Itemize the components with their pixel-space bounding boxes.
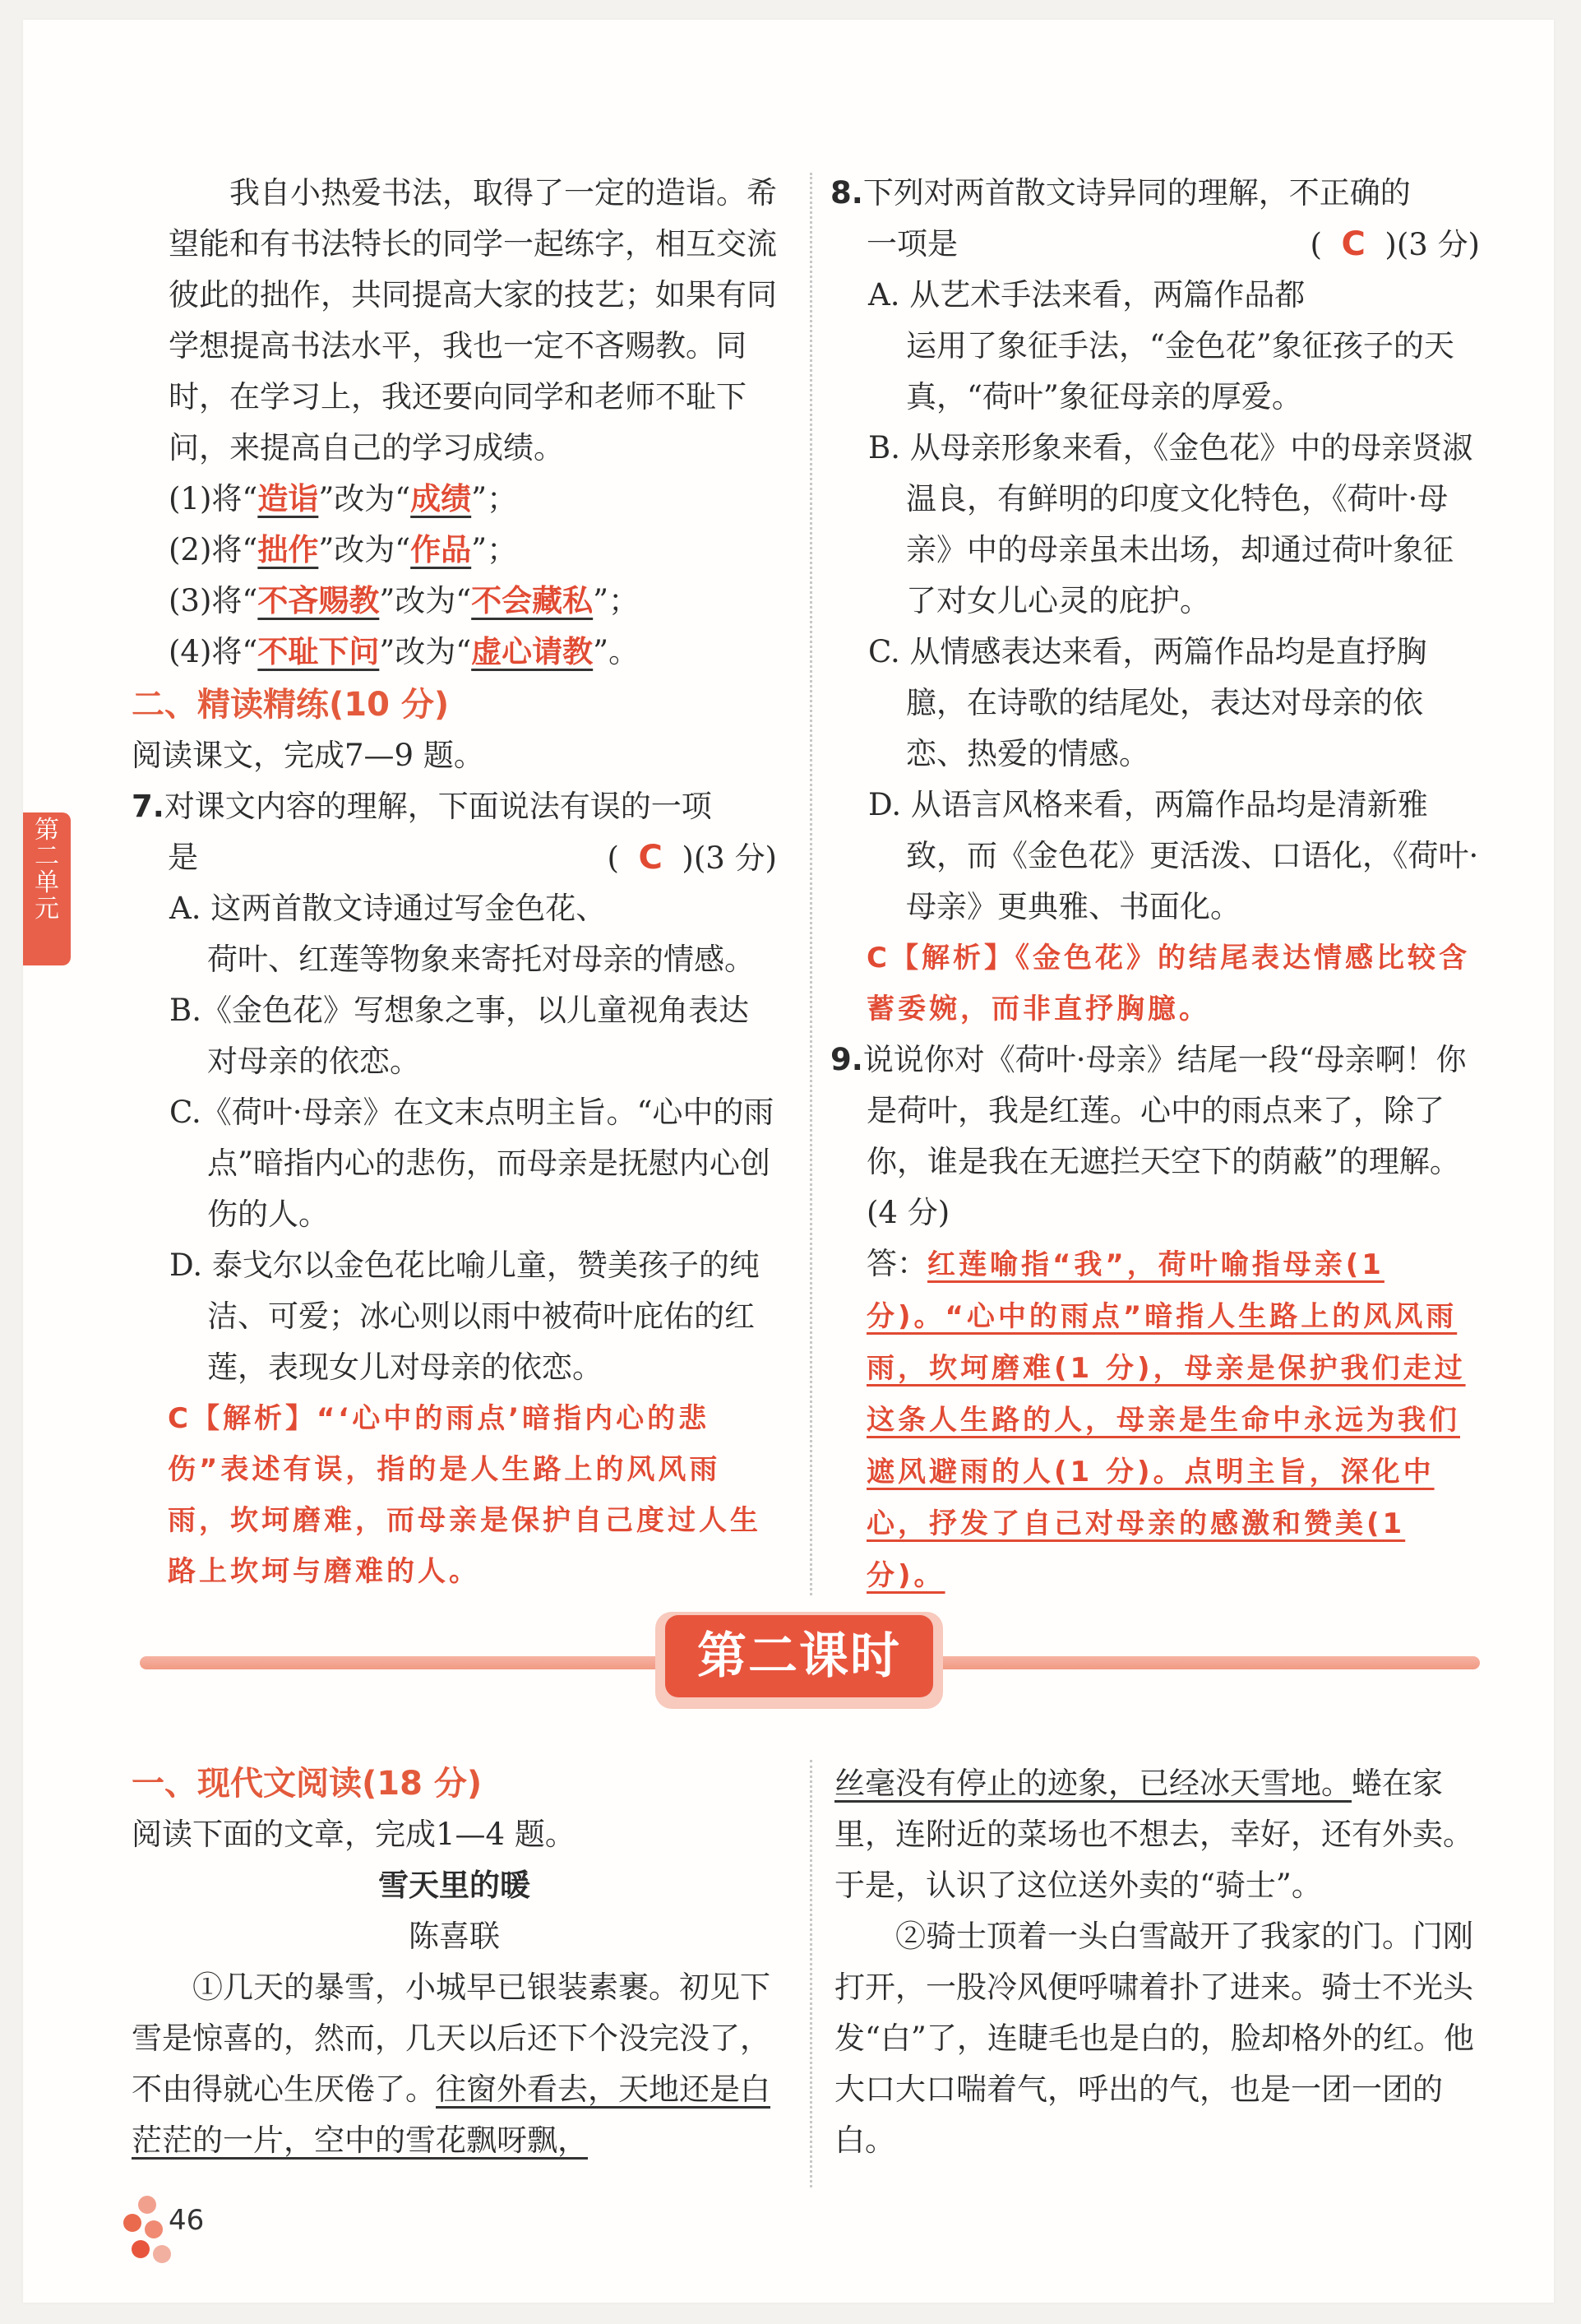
article-paragraph-2: ②骑士顶着一头白雪敲开了我家的门。门刚打开，一股冷风便呼啸着扑了进来。骑士不光头发“白”了，连睫毛也是白的，脸却格外的红。他大口大口喘着气，呼出的气，也是一团一团的白。 <box>834 1919 1474 2158</box>
right-top-column <box>830 168 1480 1601</box>
left-top-column <box>169 168 777 678</box>
q8-option: A. 从艺术手法来看，两篇作品都运用了象征手法，“金色花”象征孩子的天真，“荷叶”象征母亲的厚爱。 <box>868 277 1454 414</box>
section-intro: 阅读课文，完成7—9 题。 <box>132 738 484 773</box>
q8-analysis: C【解析】《金色花》的结尾表达情感比较含蓄委婉，而非直抒胸臆。 <box>867 942 1470 1025</box>
column-divider-bottom <box>810 1760 812 2187</box>
left-mid-column <box>132 679 777 1597</box>
question-9-stem: 9.说说你对《荷叶·母亲》结尾一段“母亲啊！你是荷叶，我是红莲。心中的雨点来了，除了你，谁是我在无遮拦天空下的荫蔽”的理解。(4 分) <box>830 1042 1467 1230</box>
edit-item: (2)将“拙作”改为“作品”； <box>169 532 518 567</box>
calligraphy-paragraph: 我自小热爱书法，取得了一定的造诣。希望能和有书法特长的同学一起练字，相互交流彼此的拙作，共同提高大家的技艺；如果有同学想提高书法水平，我也一定不吝赐教。同时，在学习上，我还要向同学和老师不耻下问，来提高自己的学习成绩。 <box>169 175 777 465</box>
section-title-reading: 二、精读精练(10 分) <box>132 686 450 724</box>
question-7-stem-cont: 是 ( C )(3 分) <box>168 839 777 877</box>
q7-option: B.《金色花》写想象之事，以儿童视角表达对母亲的依恋。 <box>169 993 749 1079</box>
q7-analysis: C【解析】“‘心中的雨点’暗指内心的悲伤”表述有误，指的是人生路上的风风雨雨，坎坷磨难，而母亲是保护自己度过人生路上坎坷与磨难的人。 <box>168 1402 761 1588</box>
edit-list <box>169 474 777 678</box>
q8-option: B. 从母亲形象来看，《金色花》中的母亲贤淑温良，有鲜明的印度文化特色，《荷叶·母亲》中的母亲虽未出场，却通过荷叶象征了对女儿心灵的庇护。 <box>868 430 1473 618</box>
q8-option: C. 从情感表达来看，两篇作品均是直抒胸臆，在诗歌的结尾处，表达对母亲的依恋、热爱的情感。 <box>868 634 1427 771</box>
article-paragraph-1: ①几天的暴雪，小城早已银装素裹。初见下雪是惊喜的，然而，几天以后还下个没完没了，不由得就心生厌倦了。往窗外看去，天地还是白茫茫的一片，空中的雪花飘呀飘， <box>132 1970 770 2158</box>
column-divider <box>810 173 812 1595</box>
section-title-modern-reading: 一、现代文阅读(18 分) <box>132 1765 483 1803</box>
article-title: 雪天里的暖 <box>378 1868 530 1903</box>
decor-dot <box>153 2245 171 2263</box>
q7-option: C.《荷叶·母亲》在文末点明主旨。“心中的雨点”暗指内心的悲伤，而母亲是抚慰内心创伤的人。 <box>169 1095 774 1232</box>
page-number: 46 <box>169 2204 205 2237</box>
article-author: 陈喜联 <box>409 1919 500 1954</box>
decor-dot <box>123 2214 141 2232</box>
q7-option: D. 泰戈尔以金色花比喻儿童，赞美孩子的纯洁、可爱；冰心则以雨中被荷叶庇佑的红莲，表现女儿对母亲的依恋。 <box>169 1248 760 1385</box>
decor-dot <box>145 2220 163 2238</box>
decor-dot <box>132 2240 150 2258</box>
question-8-stem: 8.下列对两首散文诗异同的理解，不正确的 <box>830 175 1411 211</box>
question-8-stem-cont: 一项是 ( C )(3 分) <box>867 225 1480 263</box>
article-paragraph-1-cont: 丝毫没有停止的迹象，已经冰天雪地。蜷在家里，连附近的菜场也不想去，幸好，还有外卖。于是，认识了这位送外卖的“骑士”。 <box>834 1766 1473 1903</box>
question-7-answer: C <box>638 839 663 877</box>
edit-item: (1)将“造诣”改为“成绩”； <box>169 481 518 516</box>
left-bottom-column <box>132 1758 777 2166</box>
decor-dot <box>138 2196 156 2214</box>
question-9-answer: 答：红莲喻指“我”，荷叶喻指母亲(1 分)。“心中的雨点”暗指人生路上的风风雨雨，坎坷磨难(1 分)，母亲是保护我们走过这条人生路的人，母亲是生命中永远为我们遮风避雨的人(1 分)。点明主旨，深化中心，抒发了自己对母亲的感激和赞美(1 分)。 <box>867 1246 1466 1592</box>
unit-side-tab: 第二单元 <box>23 812 71 965</box>
question-7-stem: 7.对课文内容的理解，下面说法有误的一项 <box>132 789 712 824</box>
lesson-banner: 第二课时 <box>665 1615 933 1697</box>
q8-option: D. 从语言风格来看，两篇作品均是清新雅致，而《金色花》更活泼、口语化，《荷叶·母亲》更典雅、书面化。 <box>868 787 1479 924</box>
edit-item: (3)将“不吝赐教”改为“不会藏私”； <box>169 583 640 618</box>
question-8-answer: C <box>1341 225 1366 263</box>
section-intro: 阅读下面的文章，完成1—4 题。 <box>132 1817 576 1852</box>
edit-item: (4)将“不耻下问”改为“虚心请教”。 <box>169 634 640 669</box>
right-bottom-column <box>834 1758 1480 2166</box>
q7-option: A. 这两首散文诗通过写金色花、荷叶、红莲等物象来寄托对母亲的情感。 <box>169 891 755 977</box>
